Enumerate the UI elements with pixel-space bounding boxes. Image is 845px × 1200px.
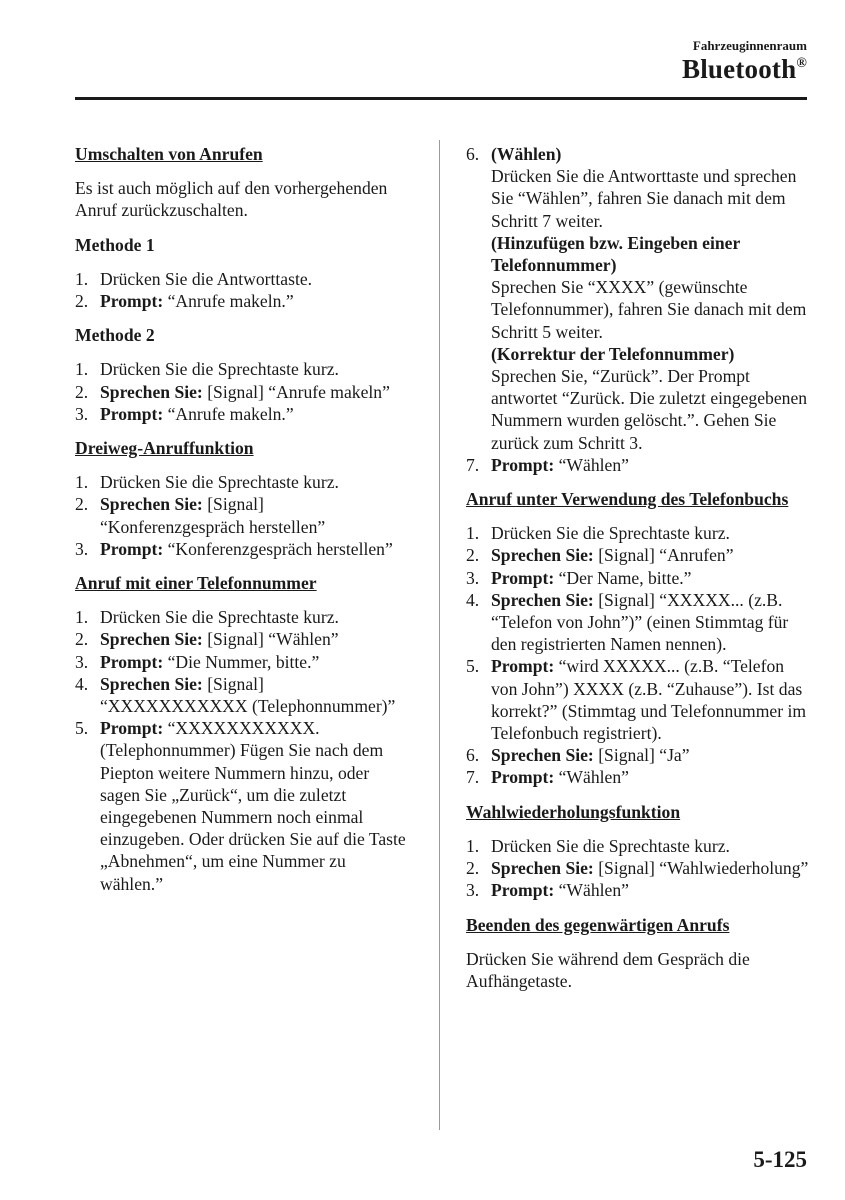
step-number: 7. xyxy=(466,454,480,475)
list-item xyxy=(466,544,811,566)
list-item xyxy=(466,522,811,544)
step-text: [Signal] “Anrufe makeln” xyxy=(202,381,390,402)
step-number: 1. xyxy=(75,607,89,628)
step-number: 6. xyxy=(466,144,480,164)
step-keyword: Sprechen Sie: xyxy=(491,745,594,766)
step-text: Sprechen Sie “XXXX” (gewünschte Telefonnummer), fahren Sie danach mit dem Schritt 5 weiter. xyxy=(491,277,807,342)
list-item xyxy=(466,567,811,589)
step-number: 5. xyxy=(75,718,89,739)
step-text: “XXXXXXXXXXX. (Telephonnummer) Fügen Sie nach dem Piepton weitere Nummern hinzu, oder sagen Sie „Zurück“, um die zuletzt eingegebenen Nummern noch einmal einzugeben. Oder drücken Sie auf die Taste „Abnehmen“, um eine Nummer zu wählen.” xyxy=(100,718,406,894)
step-text: Drücken Sie die Sprechtaste kurz. xyxy=(100,607,339,628)
step-text: [Signal] “Wählen” xyxy=(202,629,339,650)
section-title-telefonnummer: Anruf mit einer Telefonnummer xyxy=(75,573,317,594)
step-keyword: Prompt: xyxy=(491,767,555,788)
step-keyword: Sprechen Sie: xyxy=(100,381,203,402)
step-keyword: Prompt: xyxy=(491,656,555,677)
list-item xyxy=(75,606,410,628)
step-number: 2. xyxy=(75,381,89,402)
method-1-steps xyxy=(75,268,410,312)
step-number: 3. xyxy=(75,538,89,559)
list-item xyxy=(466,879,811,901)
list-item xyxy=(75,381,410,403)
step-number: 1. xyxy=(75,359,89,380)
step-keyword: Prompt: xyxy=(100,291,164,312)
step-number: 6. xyxy=(466,745,480,766)
step-keyword: Sprechen Sie: xyxy=(100,673,203,694)
list-item xyxy=(466,744,811,766)
list-item xyxy=(466,835,811,857)
telefonnummer-steps-continued xyxy=(466,143,811,476)
step-keyword: Sprechen Sie: xyxy=(491,589,594,610)
list-item xyxy=(75,290,410,312)
list-item xyxy=(466,143,811,454)
step-text: [Signal] “Anrufen” xyxy=(593,545,734,566)
step-text: [Signal] “Wahlwiederholung” xyxy=(593,858,809,879)
list-item xyxy=(466,655,811,744)
list-item xyxy=(75,403,410,425)
step-number: 5. xyxy=(466,656,480,677)
list-item xyxy=(75,471,410,493)
step-text: [Signal] “XXXXXXXXXXX (Telephonnummer)” xyxy=(100,673,396,717)
step-text: “Der Name, bitte.” xyxy=(554,567,692,588)
section-title-umschalten: Umschalten von Anrufen xyxy=(75,144,263,164)
step-text: “wird XXXXX... (z.B. “Telefon von John”) XXXX (z.B. “Zuhause”). Ist das korrekt?” (Stimmtag und Telefonnummer im Telefonbuch registriert). xyxy=(491,656,807,744)
step-text: [Signal] “Ja” xyxy=(593,745,690,766)
dreiweg-steps xyxy=(75,471,410,560)
list-item xyxy=(466,589,811,656)
step-subheading: (Korrektur der Telefonnummer) xyxy=(491,343,735,364)
step-text: Drücken Sie die Sprechtaste kurz. xyxy=(491,835,730,856)
step-text: Drücken Sie die Sprechtaste kurz. xyxy=(100,359,339,380)
section-title-beenden: Beenden des gegenwärtigen Anrufs xyxy=(466,914,730,935)
step-text: Drücken Sie die Antworttaste. xyxy=(100,268,313,289)
step-number: 3. xyxy=(466,567,480,588)
step-keyword: Sprechen Sie: xyxy=(100,629,203,650)
step-text: Drücken Sie die Sprechtaste kurz. xyxy=(491,523,730,544)
method-1-title: Methode 1 xyxy=(75,234,155,255)
left-column xyxy=(75,143,410,907)
list-item xyxy=(75,358,410,380)
section-title-telefonbuch: Anruf unter Verwendung des Telefonbuchs xyxy=(466,489,789,510)
step-text: Drücken Sie die Antworttaste und sprechen Sie “Wählen”, fahren Sie danach mit dem Schritt 7 weiter. xyxy=(491,166,797,231)
step-text: “Wählen” xyxy=(554,767,629,788)
step-text: “Wählen” xyxy=(554,880,629,901)
right-column xyxy=(466,143,811,1004)
telefonnummer-steps xyxy=(75,606,410,895)
step-keyword: Sprechen Sie: xyxy=(491,858,594,879)
step-keyword: Prompt: xyxy=(491,880,555,901)
list-item xyxy=(466,857,811,879)
list-item xyxy=(75,538,410,560)
step-text: [Signal] “XXXXX... (z.B. “Telefon von John”)” (einen Stimmtag für den registrierten Namen nennen). xyxy=(491,589,789,655)
section-text-beenden: Drücken Sie während dem Gespräch die Aufhängetaste. xyxy=(466,948,750,991)
step-subheading: (Hinzufügen bzw. Eingeben einer Telefonnummer) xyxy=(491,232,740,276)
page-number: 5-125 xyxy=(753,1147,807,1172)
step-keyword: Prompt: xyxy=(491,454,555,475)
step-keyword: Sprechen Sie: xyxy=(100,494,203,515)
step-number: 3. xyxy=(466,880,480,901)
step-keyword: Prompt: xyxy=(100,718,164,739)
method-2-title: Methode 2 xyxy=(75,325,155,346)
step-keyword: Prompt: xyxy=(100,403,164,424)
column-divider xyxy=(439,140,440,1130)
step-keyword: Prompt: xyxy=(100,538,164,559)
step-number: 4. xyxy=(75,673,89,694)
telefonbuch-steps xyxy=(466,522,811,788)
step-keyword: Prompt: xyxy=(100,651,164,672)
registered-mark: ® xyxy=(796,56,807,71)
page-title-text: Bluetooth xyxy=(682,54,797,84)
section-title-dreiweg: Dreiweg-Anruffunktion xyxy=(75,438,254,459)
list-item xyxy=(75,651,410,673)
step-number: 1. xyxy=(75,472,89,493)
section-title-wahlwiederholung: Wahlwiederholungsfunktion xyxy=(466,801,681,822)
method-2-steps xyxy=(75,358,410,425)
step-number: 2. xyxy=(466,858,480,879)
list-item xyxy=(75,717,410,895)
step-number: 3. xyxy=(75,403,89,424)
step-text: “Konferenzgespräch herstellen” xyxy=(163,538,393,559)
list-item xyxy=(75,493,410,537)
step-text: [Signal] “Konferenzgespräch herstellen” xyxy=(100,494,326,537)
section-text-umschalten: Es ist auch möglich auf den vorhergehenden Anruf zurückzuschalten. xyxy=(75,178,388,221)
list-item xyxy=(466,766,811,788)
step-number: 1. xyxy=(75,268,89,289)
step-text: “Anrufe makeln.” xyxy=(163,403,294,424)
step-text: “Wählen” xyxy=(554,454,629,475)
section-label: Fahrzeuginnenraum xyxy=(692,38,807,53)
list-item xyxy=(75,268,410,290)
step-keyword: Prompt: xyxy=(491,567,555,588)
list-item xyxy=(466,454,811,476)
step-keyword: Sprechen Sie: xyxy=(491,545,594,566)
step-number: 2. xyxy=(75,494,89,515)
step-number: 2. xyxy=(75,291,89,312)
step-number: 7. xyxy=(466,767,480,788)
step-number: 1. xyxy=(466,523,480,544)
step-number: 2. xyxy=(466,545,480,566)
header-rule xyxy=(75,97,807,100)
step-text: Drücken Sie die Sprechtaste kurz. xyxy=(100,472,339,493)
list-item xyxy=(75,673,410,717)
step-number: 1. xyxy=(466,835,480,856)
step-number: 4. xyxy=(466,589,480,610)
wahlwiederholung-steps xyxy=(466,835,811,902)
list-item xyxy=(75,628,410,650)
step-text: “Die Nummer, bitte.” xyxy=(163,651,320,672)
step-number: 2. xyxy=(75,629,89,650)
step-text: “Anrufe makeln.” xyxy=(163,291,294,312)
step-text: Sprechen Sie, “Zurück”. Der Prompt antwortet “Zurück. Die zuletzt eingegebenen Nummern wurden gelöscht.”. Gehen Sie zurück zum Schritt 3. xyxy=(491,366,808,453)
step-number: 3. xyxy=(75,651,89,672)
page-title xyxy=(682,54,807,85)
step-subheading: (Wählen) xyxy=(491,144,562,164)
